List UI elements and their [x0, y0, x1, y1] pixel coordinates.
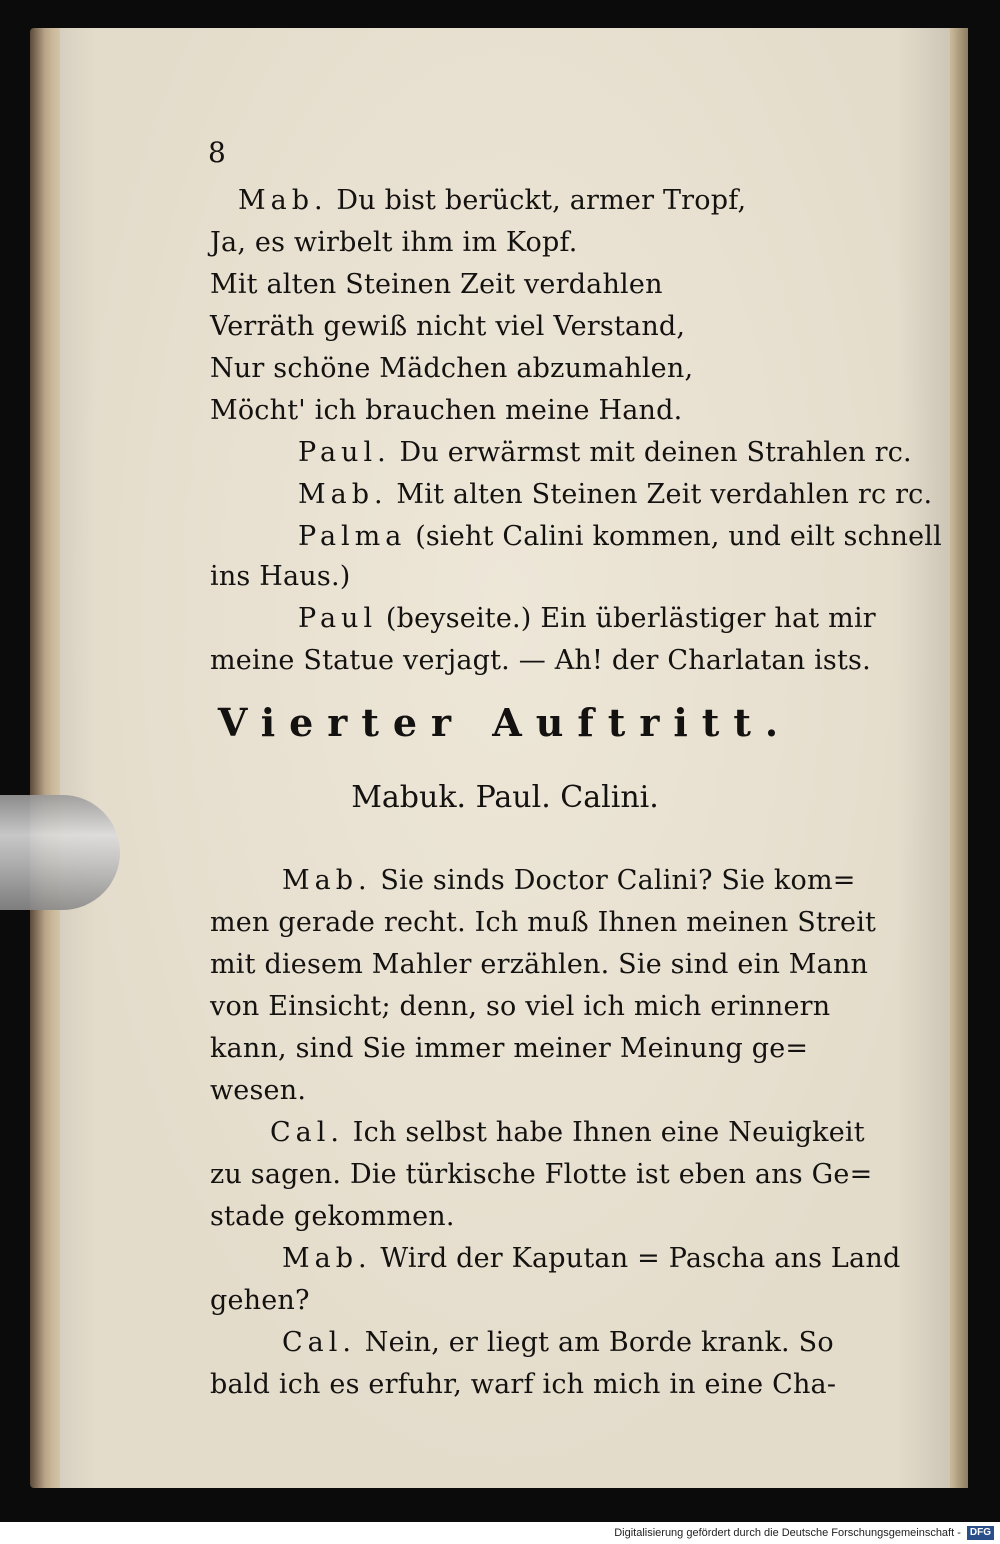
- text-line: von Einsicht; denn, so viel ich mich erinnern: [210, 991, 831, 1022]
- text-line: Cal. Nein, er liegt am Borde krank. So: [282, 1327, 834, 1358]
- text-line: Möcht' ich brauchen meine Hand.: [210, 395, 683, 426]
- speaker-name: Paul.: [298, 437, 391, 468]
- speaker-name: Cal.: [282, 1327, 356, 1358]
- footer-bar: [0, 1522, 1000, 1544]
- text-line: Mab. Du bist berückt, armer Tropf,: [238, 185, 747, 216]
- text-line: wesen.: [210, 1075, 307, 1106]
- text-line: Verräth gewiß nicht viel Verstand,: [210, 311, 686, 342]
- scene-heading: Vierter Auftritt.: [217, 700, 793, 745]
- text-line: Palma (sieht Calini kommen, und eilt schnell: [298, 521, 942, 552]
- text-line: Mab. Sie sinds Doctor Calini? Sie kom=: [282, 865, 856, 896]
- text-line: Mit alten Steinen Zeit verdahlen: [210, 269, 663, 300]
- speaker-name: Mab.: [238, 185, 328, 216]
- speaker-name: Palma: [298, 521, 407, 552]
- page-clip: [0, 795, 120, 910]
- speaker-name: Mab.: [282, 865, 372, 896]
- text-line: kann, sind Sie immer meiner Meinung ge=: [210, 1033, 809, 1064]
- text-line: men gerade recht. Ich muß Ihnen meinen Streit: [210, 907, 877, 938]
- text-line: stade gekommen.: [210, 1201, 455, 1232]
- book-page: [60, 28, 950, 1488]
- page-number: 8: [208, 136, 226, 169]
- text-line: gehen?: [210, 1285, 310, 1316]
- text-line: Paul. Du erwärmst mit deinen Strahlen rc.: [298, 437, 912, 468]
- speaker-name: Cal.: [270, 1117, 344, 1148]
- text-line: meine Statue verjagt. — Ah! der Charlatan ists.: [210, 645, 871, 676]
- dfg-logo: DFG: [967, 1526, 994, 1540]
- text-line: Paul (beyseite.) Ein überlästiger hat mir: [298, 603, 876, 634]
- text-line: bald ich es erfuhr, warf ich mich in eine Cha-: [210, 1369, 837, 1400]
- text-line: Mab. Wird der Kaputan = Pascha ans Land: [282, 1243, 901, 1274]
- text-line: Cal. Ich selbst habe Ihnen eine Neuigkeit: [270, 1117, 865, 1148]
- page-text: [60, 28, 950, 1488]
- speaker-name: Paul: [298, 603, 378, 634]
- speaker-name: Mab.: [282, 1243, 372, 1274]
- speaker-name: Mab.: [298, 479, 388, 510]
- text-line: Mab. Mit alten Steinen Zeit verdahlen rc rc.: [298, 479, 933, 510]
- text-line: Ja, es wirbelt ihm im Kopf.: [210, 227, 578, 258]
- text-line: mit diesem Mahler erzählen. Sie sind ein Mann: [210, 949, 869, 980]
- text-line: ins Haus.): [210, 561, 351, 592]
- scene-characters: Mabuk. Paul. Calini.: [351, 780, 659, 815]
- text-line: Nur schöne Mädchen abzumahlen,: [210, 353, 694, 384]
- footer-text: Digitalisierung gefördert durch die Deutsche Forschungsgemeinschaft -: [614, 1527, 961, 1539]
- text-line: zu sagen. Die türkische Flotte ist eben ans Ge=: [210, 1159, 873, 1190]
